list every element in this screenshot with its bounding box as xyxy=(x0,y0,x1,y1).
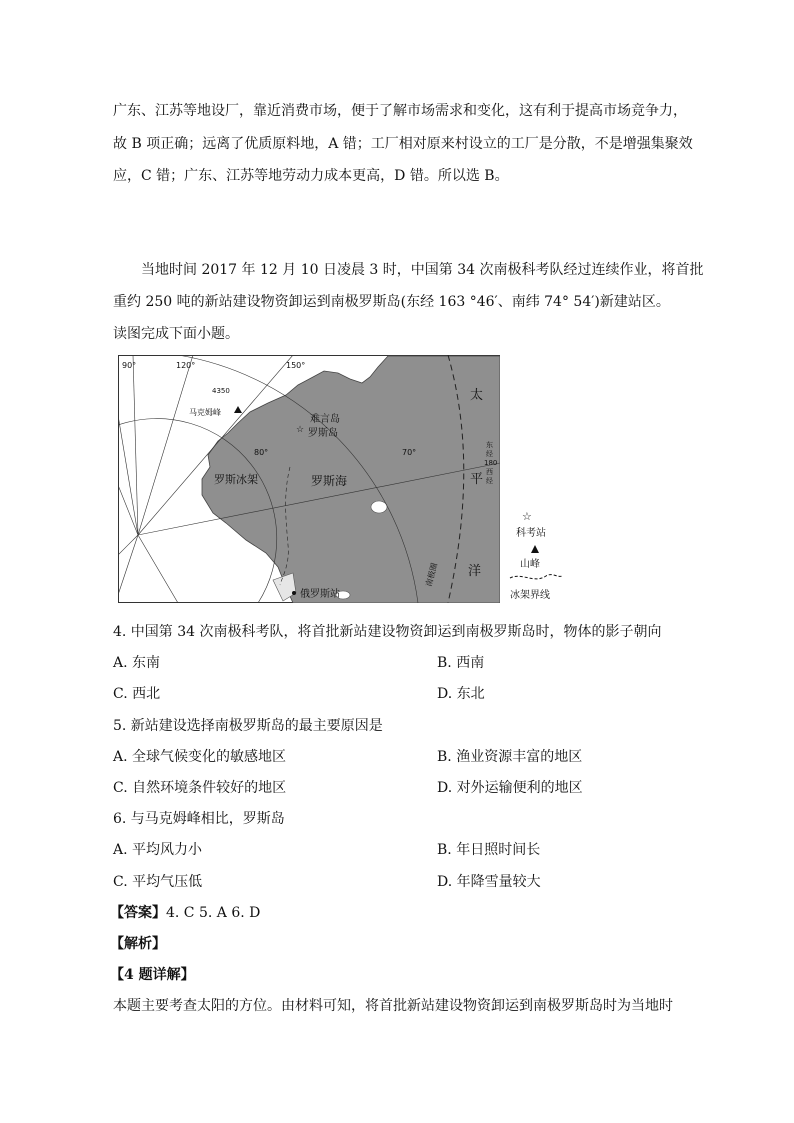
legend-star-icon: ☆ xyxy=(522,510,532,523)
q4-option-a[interactable]: A. 东南 xyxy=(113,655,161,671)
answer-line xyxy=(110,903,260,923)
analysis-sub-heading: 【4 题详解】 xyxy=(110,967,195,983)
q5-option-a[interactable]: A. 全球气候变化的敏感地区 xyxy=(113,749,287,765)
question-4: 4. 中国第 34 次南极科考队，将首批新站建设物资卸运到南极罗斯岛时，物体的影子朝向 xyxy=(113,624,662,640)
paragraph-line: 故 B 项正确；远离了优质原料地，A 错；工厂相对原来村设立的工厂是分散，不是增强集聚效 xyxy=(113,136,693,152)
dateline-label: 西 xyxy=(486,468,493,476)
q6-option-a[interactable]: A. 平均风力小 xyxy=(113,842,203,858)
q5-option-b[interactable]: B. 渔业资源丰富的地区 xyxy=(437,749,583,765)
analysis-text: 本题主要考查太阳的方位。由材料可知，将首批新站建设物资卸运到南极罗斯岛时为当地时 xyxy=(113,998,673,1014)
dateline-label: 东 xyxy=(486,441,493,449)
lat-80-label: 80° xyxy=(254,448,269,457)
intro-line: 重约 250 吨的新站建设物资卸运到南极罗斯岛(东经 163 °46′、南纬 74° 54′)新建站区。 xyxy=(113,294,670,310)
antarctic-ross-sea-map xyxy=(118,355,500,603)
island-ross-label: 罗斯岛 xyxy=(308,428,338,439)
legend-peak-label: 山峰 xyxy=(520,559,540,570)
answer-heading: 【答案】 xyxy=(110,905,166,921)
dateline-label: 经 xyxy=(486,477,493,485)
question-5: 5. 新站建设选择南极罗斯岛的最主要原因是 xyxy=(113,718,383,734)
pacific-char-3: 洋 xyxy=(468,564,482,579)
pacific-char-1: 太 xyxy=(470,388,484,403)
q4-option-c[interactable]: C. 西北 xyxy=(113,686,161,702)
lon-90-label: 90° xyxy=(122,361,137,370)
dateline-label: 经 xyxy=(486,450,493,458)
dateline-label: 180 xyxy=(484,459,498,467)
legend-ice-shelf-label: 冰架界线 xyxy=(510,590,550,601)
legend-peak-icon xyxy=(531,545,539,553)
ross-sea-label: 罗斯海 xyxy=(311,474,348,488)
ross-ice-shelf-label: 罗斯冰架 xyxy=(214,473,258,486)
paragraph-line: 应，C 错；广东、江苏等地劳动力成本更高，D 错。所以选 B。 xyxy=(113,168,509,184)
russia-station-label: 俄罗斯站 xyxy=(300,589,340,600)
q4-option-d[interactable]: D. 东北 xyxy=(437,686,485,702)
answer-values: 4. C 5. A 6. D xyxy=(166,905,261,921)
lon-150-label: 150° xyxy=(286,361,306,370)
intro-line: 当地时间 2017 年 12 月 10 日凌晨 3 时，中国第 34 次南极科考队经过连续作业，将首批 xyxy=(141,262,704,278)
island-nanyan-label: 难言岛 xyxy=(310,414,340,425)
q5-option-d[interactable]: D. 对外运输便利的地区 xyxy=(437,780,583,796)
q6-option-b[interactable]: B. 年日照时间长 xyxy=(437,842,541,858)
legend-station-label: 科考站 xyxy=(516,528,546,539)
station-star-icon: ☆ xyxy=(296,425,305,435)
peak-height-label: 4350 xyxy=(212,387,230,395)
paragraph-line: 广东、江苏等地设厂，靠近消费市场，便于了解市场需求和变化，这有利于提高市场竞争力， xyxy=(113,103,687,119)
antarctic-circle-label: 南极圈 xyxy=(424,562,440,588)
q6-option-d[interactable]: D. 年降雪量较大 xyxy=(437,874,541,890)
station-dot-icon xyxy=(292,591,296,595)
intro-line: 读图完成下面小题。 xyxy=(113,326,239,342)
legend-ice-shelf-line-icon xyxy=(510,575,562,579)
lon-120-label: 120° xyxy=(176,361,196,370)
analysis-heading: 【解析】 xyxy=(110,936,166,952)
q6-option-c[interactable]: C. 平均气压低 xyxy=(113,874,203,890)
pacific-char-2: 平 xyxy=(470,472,484,487)
map-legend xyxy=(508,508,564,603)
q5-option-c[interactable]: C. 自然环境条件较好的地区 xyxy=(113,780,287,796)
q4-option-b[interactable]: B. 西南 xyxy=(437,655,485,671)
peak-name-label: 马克姆峰 xyxy=(189,408,221,417)
question-6: 6. 与马克姆峰相比，罗斯岛 xyxy=(113,811,285,827)
lat-70-label: 70° xyxy=(402,448,417,457)
